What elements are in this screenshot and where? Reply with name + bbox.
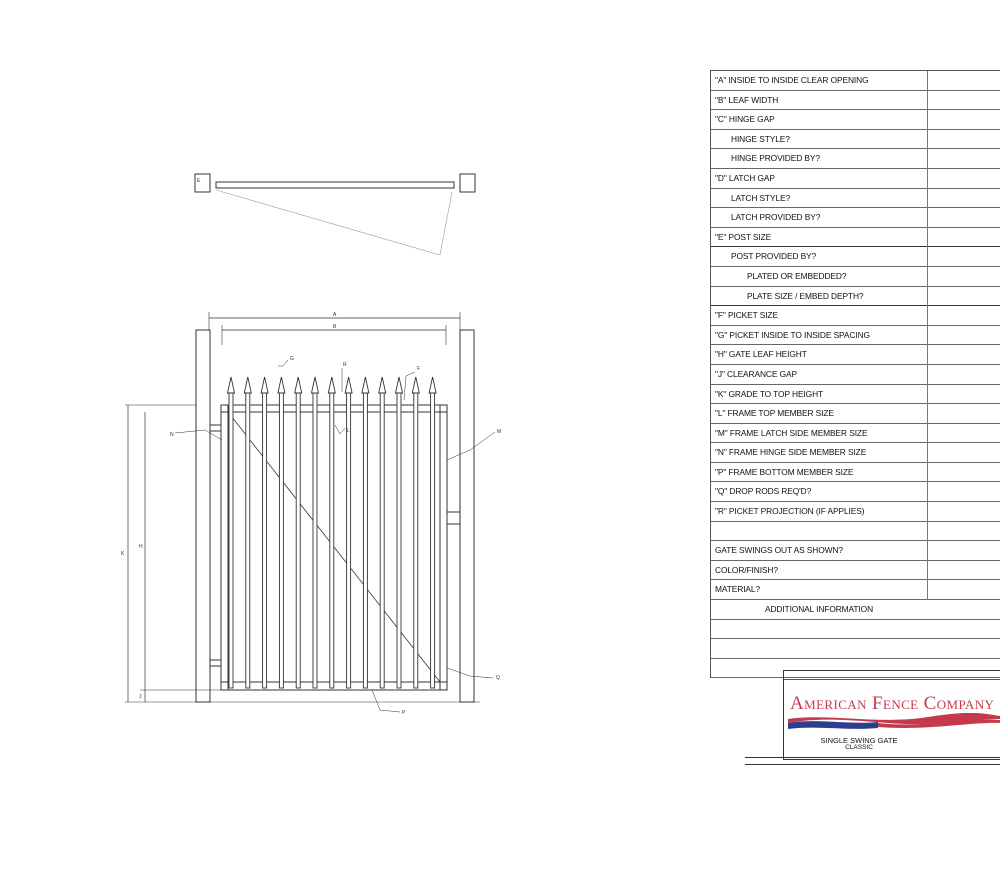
- spec-row: [711, 149, 1000, 169]
- spec-row-divider: [927, 149, 928, 169]
- spec-row-divider: [927, 385, 928, 405]
- spec-row: [711, 600, 1000, 620]
- spec-row: [711, 306, 1000, 326]
- spec-row-label: ADDITIONAL INFORMATION: [764, 604, 874, 615]
- spec-row: [711, 267, 1000, 287]
- label-b: B: [333, 324, 337, 330]
- spec-row-divider: [927, 326, 928, 346]
- spec-row: [711, 189, 1000, 209]
- spec-row-label: "Q" DROP RODS REQ'D?: [715, 486, 812, 497]
- spec-row: [711, 580, 1000, 600]
- spec-row: [711, 502, 1000, 522]
- spec-row-label: PLATED OR EMBEDDED?: [747, 270, 847, 281]
- spec-row: [711, 463, 1000, 483]
- spec-row-label: "C" HINGE GAP: [715, 114, 775, 125]
- spec-row-divider: [927, 228, 928, 248]
- spec-row-divider: [927, 561, 928, 581]
- spec-row-divider: [927, 130, 928, 150]
- label-h: H: [139, 544, 143, 550]
- label-k: K: [121, 551, 125, 557]
- spec-row: [711, 404, 1000, 424]
- spec-row-label: PLATE SIZE / EMBED DEPTH?: [747, 290, 864, 301]
- spec-row-label: LATCH STYLE?: [731, 192, 791, 203]
- spec-row-divider: [927, 169, 928, 189]
- spec-row-label: "J" CLEARANCE GAP: [715, 368, 797, 379]
- drawing-subtitle: CLASSIC: [845, 744, 873, 751]
- company-logo: American Fence Company: [790, 693, 995, 714]
- label-p: P: [402, 710, 406, 716]
- spec-row-divider: [927, 267, 928, 287]
- label-m: M: [497, 429, 502, 435]
- label-q: Q: [496, 675, 500, 681]
- spec-row: [711, 110, 1000, 130]
- spec-row: [711, 169, 1000, 189]
- spec-row-divider: [927, 404, 928, 424]
- spec-row-label: "B" LEAF WIDTH: [715, 94, 779, 105]
- spec-row-divider: [927, 580, 928, 600]
- spec-row-label: "P" FRAME BOTTOM MEMBER SIZE: [715, 466, 854, 477]
- spec-row-divider: [927, 443, 928, 463]
- label-n: N: [170, 432, 174, 438]
- gate-spec-table: [710, 70, 1000, 678]
- spec-row-label: "N" FRAME HINGE SIDE MEMBER SIZE: [715, 447, 867, 458]
- spec-row: [711, 71, 1000, 91]
- spec-row-label: "A" INSIDE TO INSIDE CLEAR OPENING: [715, 75, 869, 85]
- plan-gate-leaf: [216, 182, 454, 188]
- spec-row-label: "F" PICKET SIZE: [715, 310, 778, 321]
- spec-row-divider: [927, 287, 928, 307]
- spec-row: [711, 228, 1000, 248]
- spec-row: [711, 365, 1000, 385]
- spec-row-divider: [927, 306, 928, 326]
- spec-row-divider: [927, 71, 928, 91]
- spec-row-label: GATE SWINGS OUT AS SHOWN?: [715, 545, 843, 556]
- latch: [447, 512, 460, 524]
- title-block-header: [784, 671, 1000, 680]
- spec-row-divider: [927, 208, 928, 228]
- label-g: G: [290, 356, 294, 362]
- spec-row-divider: [927, 502, 928, 522]
- spec-row-label: "R" PICKET PROJECTION (IF APPLIES): [715, 506, 865, 517]
- spec-row-label: LATCH PROVIDED BY?: [731, 212, 821, 223]
- spec-row-label: "M" FRAME LATCH SIDE MEMBER SIZE: [715, 427, 868, 438]
- spec-row-label: "D" LATCH GAP: [715, 172, 775, 183]
- spec-row-divider: [927, 110, 928, 130]
- spec-row-label: HINGE PROVIDED BY?: [731, 153, 820, 164]
- spec-row-label: POST PROVIDED BY?: [731, 251, 817, 262]
- spec-row-divider: [927, 541, 928, 561]
- spec-row-divider: [927, 463, 928, 483]
- picket: [228, 377, 235, 688]
- spec-row: [711, 385, 1000, 405]
- spec-row-label: "L" FRAME TOP MEMBER SIZE: [715, 408, 834, 419]
- label-l: L: [347, 428, 350, 434]
- spec-row-label: "E" POST SIZE: [715, 231, 772, 242]
- plan-swing-arc: [216, 190, 452, 255]
- spec-row: [711, 326, 1000, 346]
- spec-row-divider: [927, 91, 928, 111]
- label-f: F: [417, 366, 421, 372]
- spec-row: [711, 208, 1000, 228]
- picket: [244, 377, 251, 688]
- spec-row-label: MATERIAL?: [715, 584, 761, 595]
- spec-row: [711, 639, 1000, 659]
- title-block-footer: [745, 757, 1000, 765]
- title-block: [783, 670, 1000, 760]
- spec-row: [711, 561, 1000, 581]
- flag-banner-icon: [788, 713, 1000, 731]
- label-r: R: [343, 362, 347, 368]
- spec-row-divider: [927, 424, 928, 444]
- spec-row: [711, 345, 1000, 365]
- spec-row-label: "G" PICKET INSIDE TO INSIDE SPACING: [715, 329, 870, 340]
- label-e: E: [197, 178, 201, 184]
- spec-row: [711, 522, 1000, 542]
- post-left: [196, 330, 210, 702]
- spec-row: [711, 287, 1000, 307]
- label-a: A: [333, 312, 337, 318]
- spec-row: [711, 130, 1000, 150]
- spec-row: [711, 541, 1000, 561]
- spec-row: [711, 482, 1000, 502]
- spec-row-label: "H" GATE LEAF HEIGHT: [715, 349, 807, 360]
- spec-row-divider: [927, 345, 928, 365]
- spec-row-divider: [927, 482, 928, 502]
- spec-row-label: "K" GRADE TO TOP HEIGHT: [715, 388, 824, 399]
- hinge-bottom: [210, 660, 221, 666]
- label-j: J: [139, 694, 142, 700]
- post-right: [460, 330, 474, 702]
- spec-row-label: COLOR/FINISH?: [715, 564, 778, 575]
- spec-row-divider: [927, 189, 928, 209]
- spec-row: [711, 443, 1000, 463]
- spec-row-divider: [927, 522, 928, 542]
- spec-row-divider: [927, 365, 928, 385]
- plan-post-right: [460, 174, 475, 192]
- spec-row: [711, 424, 1000, 444]
- spec-row: [711, 620, 1000, 640]
- hinge-top: [210, 425, 221, 431]
- spec-row: [711, 91, 1000, 111]
- drawing-title: SINGLE SWING GATE: [820, 736, 898, 745]
- spec-row-label: HINGE STYLE?: [731, 133, 790, 144]
- spec-row: [711, 247, 1000, 267]
- spec-row-divider: [927, 247, 928, 267]
